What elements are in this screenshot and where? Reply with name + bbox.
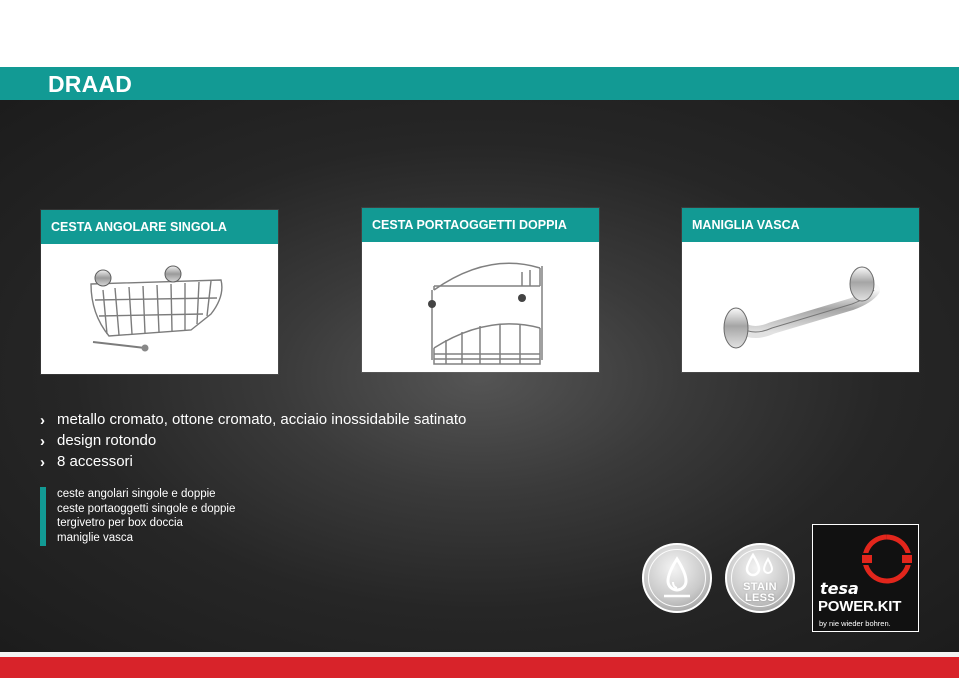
- card-title: CESTA PORTAOGGETTI DOPPIA: [372, 218, 567, 232]
- chevron-right-icon: ›: [40, 433, 45, 450]
- tesa-powerkit-logo: [812, 524, 919, 632]
- list-item: [40, 409, 466, 430]
- tesa-tagline: by nie wieder bohren.: [819, 619, 891, 628]
- water-drop-icon: [644, 545, 710, 611]
- card-title: MANIGLIA VASCA: [692, 218, 800, 232]
- list-item: [40, 451, 466, 472]
- card-header: [682, 208, 919, 242]
- accent-bar: [40, 487, 46, 546]
- corner-basket-image: [41, 244, 278, 374]
- list-item: tergivetro per box doccia: [57, 517, 183, 529]
- feature-text: metallo cromato, ottone cromato, acciaio inossidabile satinato: [57, 411, 467, 428]
- chevron-right-icon: ›: [40, 454, 45, 471]
- water-badge: [642, 543, 712, 613]
- list-item: [40, 430, 466, 451]
- list-item: ceste portaoggetti singole e doppie: [57, 502, 236, 515]
- stainless-badge: [725, 543, 795, 613]
- feature-list: [40, 409, 466, 472]
- product-card-corner-basket: [41, 210, 278, 374]
- product-card-grab-bar: [682, 208, 919, 372]
- footer-band: [0, 657, 959, 678]
- card-header: [41, 210, 278, 244]
- grab-bar-image: [682, 242, 919, 372]
- card-title: CESTA ANGOLARE SINGOLA: [51, 220, 227, 234]
- list-item: maniglie vasca: [57, 531, 134, 544]
- product-card-double-basket: [362, 208, 599, 372]
- tesa-wordmark: tesa: [820, 579, 859, 598]
- powerkit-emblem-icon: [861, 533, 913, 585]
- stain-label: STAIN: [743, 581, 777, 593]
- header-band: [0, 67, 959, 100]
- feature-text: design rotondo: [57, 432, 157, 449]
- less-label: LESS: [745, 592, 775, 604]
- powerkit-label: POWER.KIT: [818, 598, 902, 615]
- chevron-right-icon: ›: [40, 412, 45, 429]
- list-item: ceste angolari singole e doppie: [57, 488, 216, 500]
- feature-text: 8 accessori: [57, 453, 133, 470]
- accessory-list: [57, 487, 235, 545]
- card-header: [362, 208, 599, 242]
- double-basket-image: [362, 242, 599, 372]
- page-title: DRAAD: [48, 71, 133, 97]
